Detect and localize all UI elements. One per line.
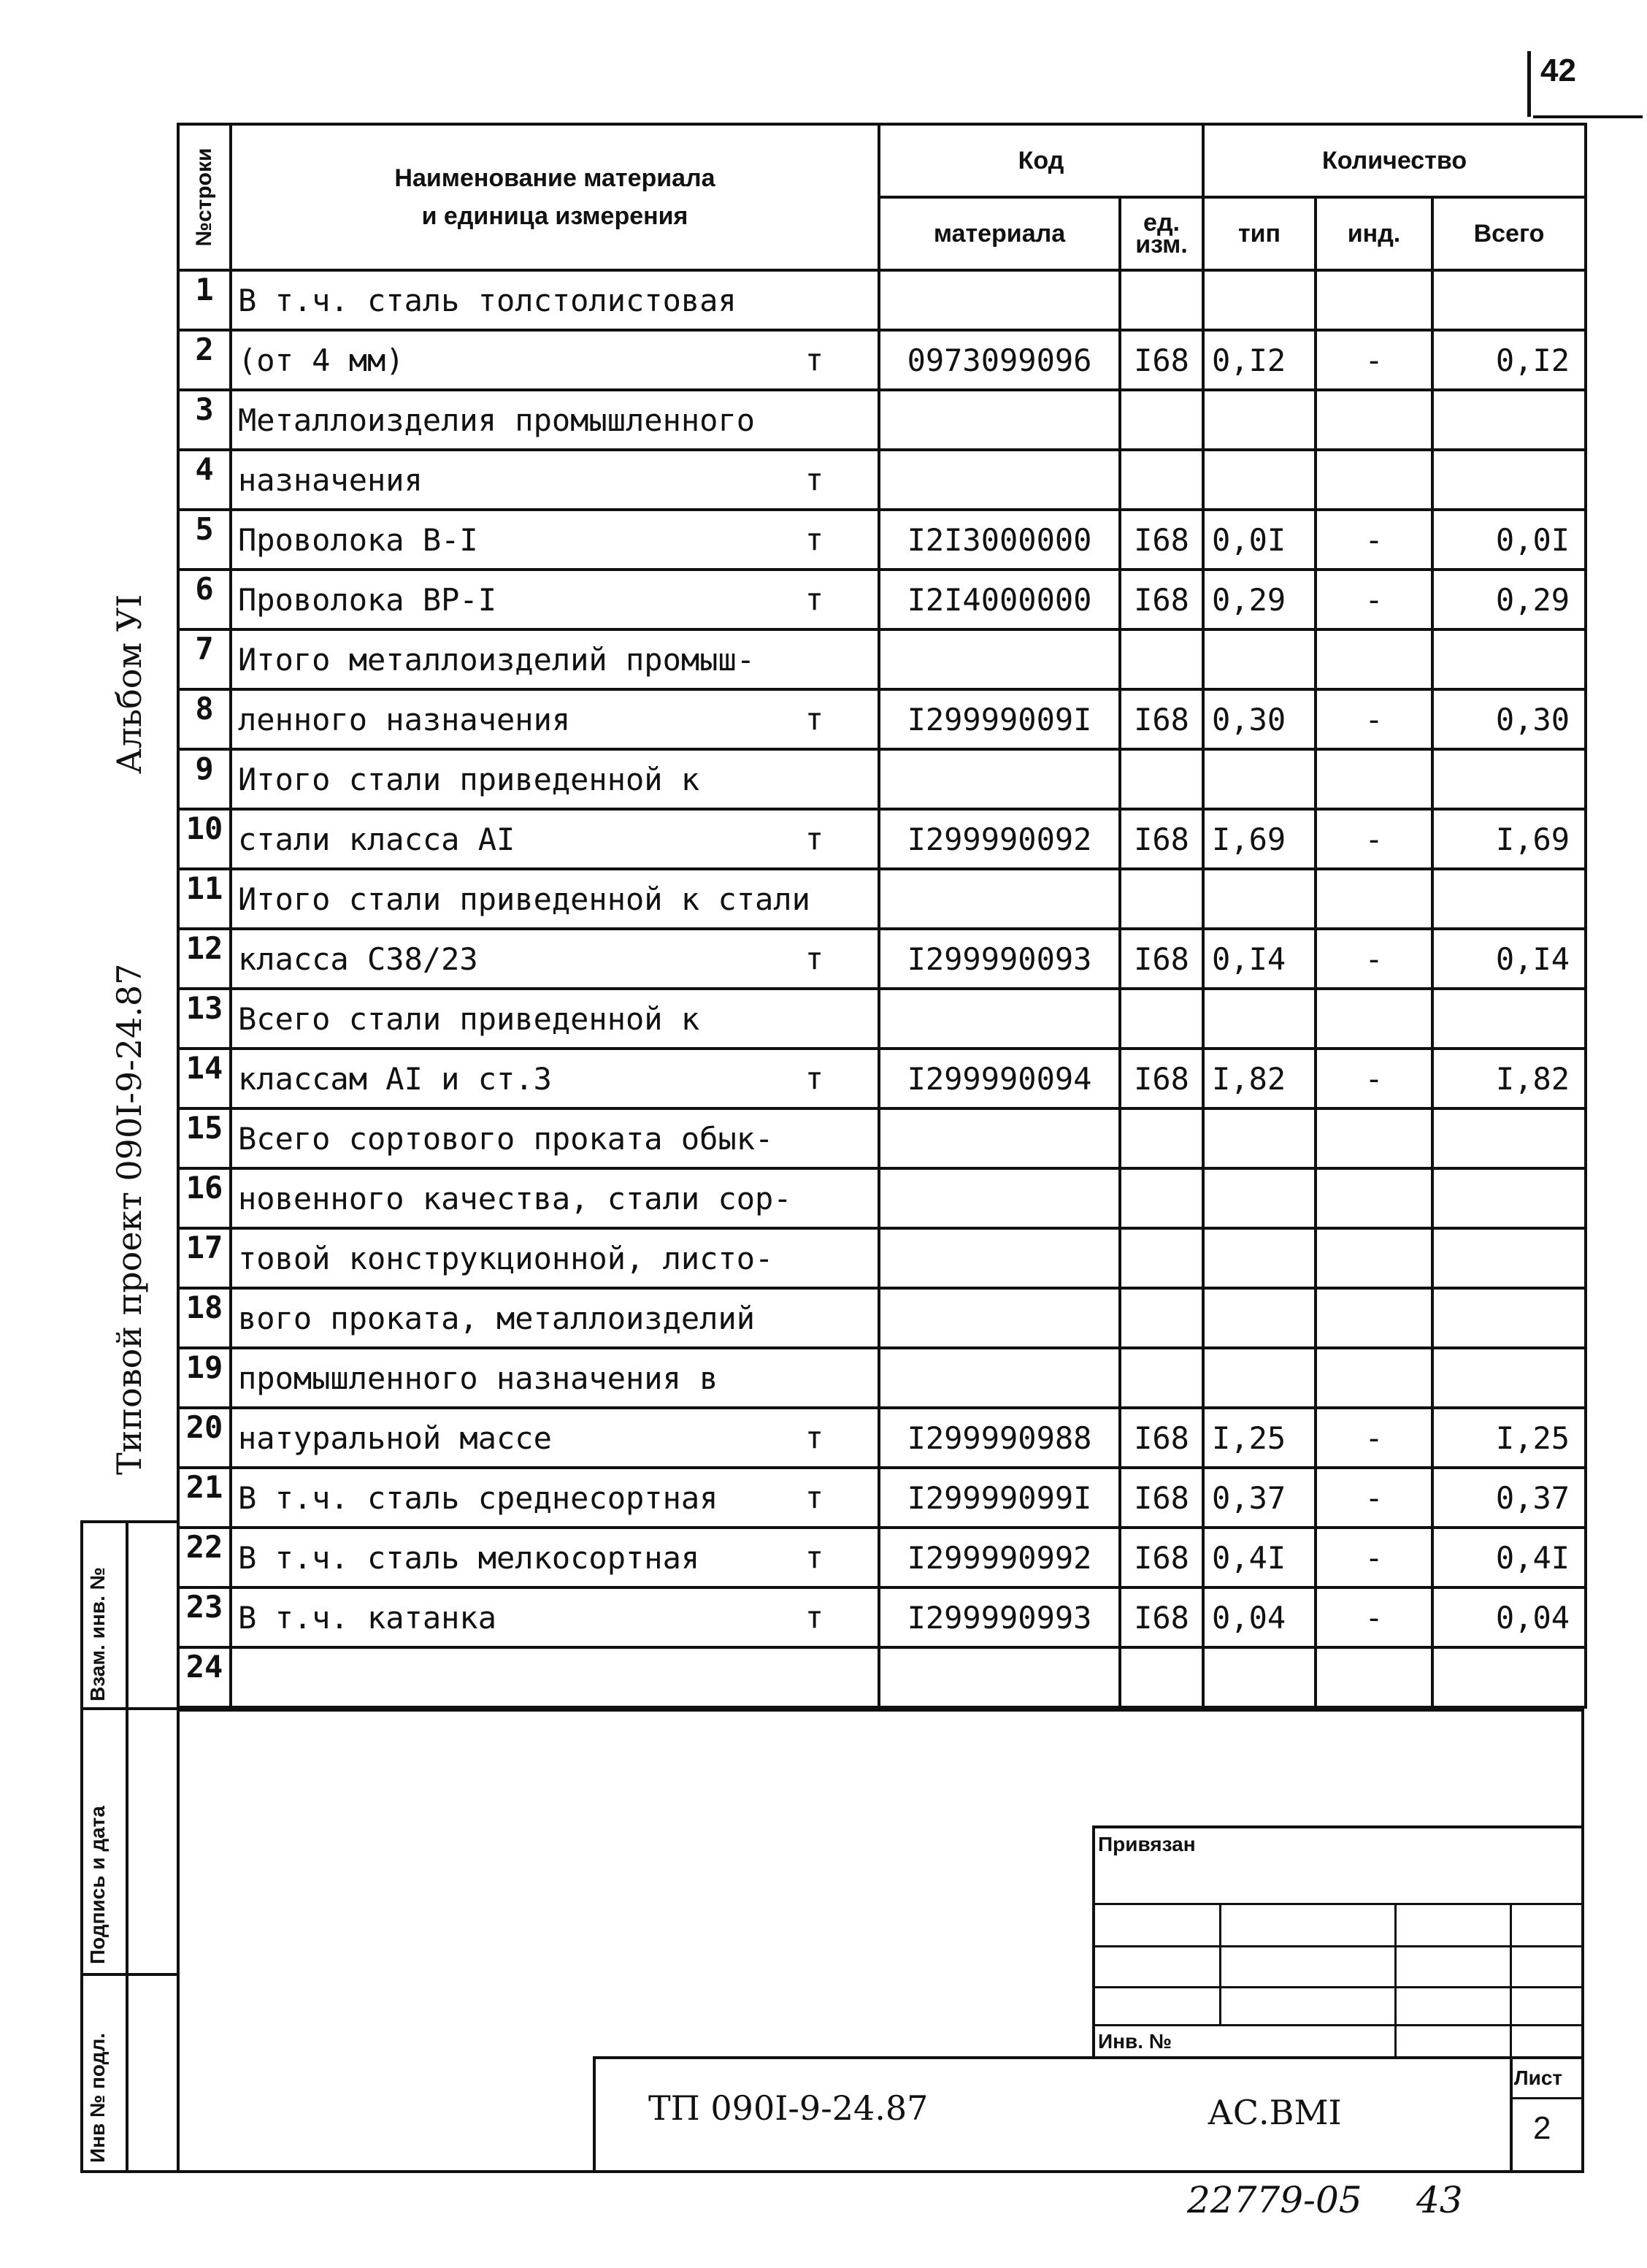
- row-number: 1: [178, 270, 231, 330]
- row-unit-code: [1120, 989, 1203, 1049]
- row-qty-ind: [1316, 1168, 1432, 1228]
- row-qty-total: 0,0I: [1432, 510, 1586, 570]
- header-code-material: материала: [879, 197, 1120, 270]
- row-unit-code: I68: [1120, 570, 1203, 629]
- row-qty-ind: -: [1316, 809, 1432, 869]
- header-code-group: Код: [879, 124, 1203, 197]
- row-name: [231, 450, 879, 510]
- row-number: 13: [178, 989, 231, 1049]
- row-name-text: Итого стали приведенной к стали: [238, 881, 810, 917]
- row-qty-type: 0,I4: [1203, 929, 1316, 989]
- row-code: [879, 1228, 1120, 1288]
- table-row: [178, 689, 1586, 749]
- row-qty-type: I,82: [1203, 1049, 1316, 1108]
- row-unit: т: [805, 521, 824, 558]
- table-row: [178, 1408, 1586, 1468]
- row-number: 19: [178, 1348, 231, 1408]
- row-unit-code: [1120, 1228, 1203, 1288]
- row-qty-total: I,25: [1432, 1408, 1586, 1468]
- row-name: [231, 809, 879, 869]
- table-row: [178, 809, 1586, 869]
- stamp-col-sep-1: [80, 1707, 180, 1710]
- row-name-text: стали класса АI: [238, 821, 515, 857]
- row-name: [231, 929, 879, 989]
- row-name-text: Итого стали приведенной к: [238, 761, 700, 797]
- row-unit: т: [805, 1539, 824, 1576]
- row-code: [879, 270, 1120, 330]
- row-qty-type: [1203, 869, 1316, 929]
- row-name: [231, 1348, 879, 1408]
- row-unit-code: I68: [1120, 1468, 1203, 1528]
- row-name-text: Проволока ВР-I: [238, 581, 497, 618]
- row-unit: т: [805, 940, 824, 977]
- row-qty-total: 0,37: [1432, 1468, 1586, 1528]
- row-code: [879, 1108, 1120, 1168]
- row-unit-code: [1120, 1288, 1203, 1348]
- row-code: [879, 989, 1120, 1049]
- row-unit: т: [805, 461, 824, 498]
- row-qty-type: [1203, 270, 1316, 330]
- row-code: I299990993: [879, 1587, 1120, 1647]
- row-name: [231, 1168, 879, 1228]
- table-row: [178, 629, 1586, 689]
- table-row: [178, 1348, 1586, 1408]
- row-number: 20: [178, 1408, 231, 1468]
- table-row: [178, 330, 1586, 390]
- row-code: [879, 1168, 1120, 1228]
- stamp-col-divider: [126, 1520, 128, 2173]
- row-name: [231, 1647, 879, 1707]
- row-name: [231, 1408, 879, 1468]
- row-unit-code: I68: [1120, 1528, 1203, 1587]
- row-qty-total: [1432, 989, 1586, 1049]
- row-name-text: класса С38/23: [238, 940, 478, 977]
- row-code: I29999099I: [879, 1468, 1120, 1528]
- row-name-text: классам АI и ст.3: [238, 1060, 552, 1097]
- row-name: [231, 1049, 879, 1108]
- title-block-top: [593, 2056, 1584, 2059]
- row-code: I299990988: [879, 1408, 1120, 1468]
- row-name: [231, 1587, 879, 1647]
- row-name-text: Всего сортового проката обык-: [238, 1120, 774, 1157]
- inv-no-label: Инв. №: [1098, 2030, 1172, 2053]
- row-qty-ind: [1316, 1108, 1432, 1168]
- row-qty-type: [1203, 1108, 1316, 1168]
- row-number: 16: [178, 1168, 231, 1228]
- row-code: I29999009I: [879, 689, 1120, 749]
- row-unit-code: [1120, 1647, 1203, 1707]
- row-qty-ind: [1316, 270, 1432, 330]
- row-code: I299990093: [879, 929, 1120, 989]
- row-name: [231, 1228, 879, 1288]
- table-row: [178, 1168, 1586, 1228]
- row-code: [879, 1647, 1120, 1707]
- row-number: 3: [178, 390, 231, 450]
- table-row: [178, 1647, 1586, 1707]
- row-unit: т: [805, 1479, 824, 1516]
- row-qty-total: [1432, 1228, 1586, 1288]
- row-qty-type: [1203, 629, 1316, 689]
- row-code: I2I3000000: [879, 510, 1120, 570]
- page-number: 42: [1540, 53, 1576, 88]
- row-name-text: Металлоизделия промышленного: [238, 402, 756, 438]
- row-unit: т: [805, 1599, 824, 1636]
- row-name-text: вого проката, металлоизделий: [238, 1300, 756, 1336]
- row-qty-total: 0,30: [1432, 689, 1586, 749]
- row-code: [879, 629, 1120, 689]
- row-unit: т: [805, 342, 824, 378]
- row-qty-ind: [1316, 390, 1432, 450]
- row-qty-total: I,82: [1432, 1049, 1586, 1108]
- row-qty-ind: [1316, 869, 1432, 929]
- handwritten-inventory: 22779-05: [1187, 2179, 1362, 2221]
- row-name-text: натуральной массе: [238, 1420, 552, 1456]
- row-qty-ind: [1316, 1348, 1432, 1408]
- header-qty-total: Всего: [1432, 197, 1586, 270]
- row-qty-ind: -: [1316, 570, 1432, 629]
- row-qty-ind: [1316, 1228, 1432, 1288]
- row-qty-type: [1203, 1228, 1316, 1288]
- row-unit: т: [805, 581, 824, 618]
- row-qty-type: 0,30: [1203, 689, 1316, 749]
- row-number: 24: [178, 1647, 231, 1707]
- table-row: [178, 1108, 1586, 1168]
- row-unit-code: I68: [1120, 510, 1203, 570]
- row-qty-total: 0,04: [1432, 1587, 1586, 1647]
- row-qty-type: [1203, 1288, 1316, 1348]
- row-qty-ind: [1316, 989, 1432, 1049]
- row-unit-code: I68: [1120, 1408, 1203, 1468]
- row-unit: т: [805, 1420, 824, 1456]
- row-unit-code: [1120, 629, 1203, 689]
- row-unit-code: I68: [1120, 330, 1203, 390]
- privyazan-top: [1092, 1825, 1584, 1828]
- row-number: 4: [178, 450, 231, 510]
- table-row: [178, 929, 1586, 989]
- row-code: I299990094: [879, 1049, 1120, 1108]
- row-number: 17: [178, 1228, 231, 1288]
- row-qty-total: [1432, 1647, 1586, 1707]
- row-name: [231, 989, 879, 1049]
- row-code: [879, 1288, 1120, 1348]
- row-name-text: промышленного назначения в: [238, 1360, 718, 1396]
- row-qty-ind: -: [1316, 1587, 1432, 1647]
- header-name: Наименование материала и единица измерения: [231, 124, 879, 270]
- table-row: [178, 1228, 1586, 1288]
- row-name: [231, 1108, 879, 1168]
- row-number: 6: [178, 570, 231, 629]
- table-row: [178, 450, 1586, 510]
- row-name: [231, 749, 879, 809]
- row-qty-total: [1432, 1168, 1586, 1228]
- table-row: [178, 1528, 1586, 1587]
- row-qty-type: [1203, 749, 1316, 809]
- row-qty-total: 0,I4: [1432, 929, 1586, 989]
- sheet-box-divider: [1510, 2097, 1584, 2099]
- row-code: [879, 869, 1120, 929]
- table-row: [178, 1049, 1586, 1108]
- stamp-frame-top: [177, 1709, 1584, 1712]
- row-name-text: Проволока В-I: [238, 521, 478, 558]
- row-qty-type: 0,29: [1203, 570, 1316, 629]
- row-unit-code: I68: [1120, 1049, 1203, 1108]
- row-qty-total: 0,I2: [1432, 330, 1586, 390]
- row-code: [879, 749, 1120, 809]
- row-qty-ind: [1316, 450, 1432, 510]
- row-name: [231, 689, 879, 749]
- row-name-text: новенного качества, стали сор-: [238, 1180, 792, 1217]
- row-name-text: назначения: [238, 461, 423, 498]
- row-qty-total: 0,4I: [1432, 1528, 1586, 1587]
- row-qty-type: [1203, 1348, 1316, 1408]
- page-number-rule: [1527, 51, 1531, 117]
- table-row: [178, 570, 1586, 629]
- table-row: [178, 869, 1586, 929]
- row-qty-type: 0,4I: [1203, 1528, 1316, 1587]
- stamp-col-sep-2: [80, 1973, 180, 1976]
- stamp-inv-podl: Инв № подл.: [86, 2032, 109, 2163]
- row-number: 7: [178, 629, 231, 689]
- row-name-text: Итого металлоизделий промыш-: [238, 641, 756, 678]
- privyazan-col-1: [1219, 1903, 1221, 2024]
- row-qty-ind: -: [1316, 1408, 1432, 1468]
- privyazan-col-2: [1394, 1903, 1397, 2059]
- row-name: [231, 330, 879, 390]
- row-code: [879, 450, 1120, 510]
- row-unit-code: I68: [1120, 809, 1203, 869]
- title-block-left: [593, 2056, 596, 2173]
- row-unit-code: I68: [1120, 929, 1203, 989]
- row-unit-code: I68: [1120, 1587, 1203, 1647]
- row-qty-ind: -: [1316, 1049, 1432, 1108]
- row-qty-total: [1432, 1288, 1586, 1348]
- row-qty-total: [1432, 1108, 1586, 1168]
- header-code-unit: ед. изм.: [1120, 197, 1203, 270]
- row-name-text: (от 4 мм): [238, 342, 404, 378]
- row-code: I299990992: [879, 1528, 1120, 1587]
- stamp-frame-left: [80, 1520, 83, 2173]
- table-row: [178, 390, 1586, 450]
- row-name: [231, 570, 879, 629]
- row-name: [231, 629, 879, 689]
- row-number: 8: [178, 689, 231, 749]
- sheet-box-left: [1510, 2056, 1513, 2173]
- doc-code: ТП 090I-9-24.87: [648, 2088, 929, 2128]
- stamp-col-top: [80, 1520, 180, 1523]
- row-qty-total: [1432, 1348, 1586, 1408]
- stamp-frame-right: [1581, 1709, 1584, 2173]
- row-name-text: ленного назначения: [238, 701, 571, 738]
- album-caption: Альбом УI: [110, 594, 149, 774]
- privyazan-label: Привязан: [1098, 1833, 1196, 1855]
- privyazan-col-3: [1510, 1903, 1512, 2059]
- row-number: 10: [178, 809, 231, 869]
- row-qty-total: [1432, 450, 1586, 510]
- row-name: [231, 1288, 879, 1348]
- sheet-label: Лист: [1514, 2066, 1563, 2089]
- row-code: [879, 1348, 1120, 1408]
- row-name: [231, 1528, 879, 1587]
- table-row: [178, 270, 1586, 330]
- row-unit-code: [1120, 270, 1203, 330]
- row-name: [231, 270, 879, 330]
- row-unit-code: [1120, 749, 1203, 809]
- row-qty-type: [1203, 390, 1316, 450]
- header-rownum: №строки: [178, 124, 231, 270]
- stamp-podpis: Подпись и дата: [86, 1806, 109, 1964]
- row-name-text: В т.ч. сталь толстолистовая: [238, 282, 737, 318]
- row-number: 21: [178, 1468, 231, 1528]
- row-qty-total: 0,29: [1432, 570, 1586, 629]
- row-qty-ind: -: [1316, 1468, 1432, 1528]
- row-number: 12: [178, 929, 231, 989]
- project-caption: Типовой проект 090I-9-24.87: [110, 963, 149, 1475]
- row-qty-type: I,69: [1203, 809, 1316, 869]
- row-number: 11: [178, 869, 231, 929]
- row-unit: т: [805, 701, 824, 738]
- row-code: [879, 390, 1120, 450]
- row-qty-type: [1203, 1168, 1316, 1228]
- row-qty-ind: -: [1316, 929, 1432, 989]
- row-unit: т: [805, 1060, 824, 1097]
- row-name-text: В т.ч. сталь среднесортная: [238, 1479, 718, 1516]
- materials-table: [177, 123, 1587, 1709]
- stamp-frame-bottom: [80, 2170, 1584, 2173]
- row-unit-code: [1120, 450, 1203, 510]
- table-row: [178, 749, 1586, 809]
- row-qty-total: [1432, 270, 1586, 330]
- stamp-vzam: Взам. инв. №: [86, 1567, 109, 1701]
- header-qty-type: тип: [1203, 197, 1316, 270]
- row-unit-code: [1120, 1108, 1203, 1168]
- row-qty-type: [1203, 1647, 1316, 1707]
- row-name-text: Всего стали приведенной к: [238, 1000, 700, 1037]
- doc-mark: АС.ВМI: [1208, 2093, 1342, 2132]
- row-qty-type: [1203, 989, 1316, 1049]
- row-qty-ind: [1316, 629, 1432, 689]
- row-number: 5: [178, 510, 231, 570]
- row-qty-total: [1432, 629, 1586, 689]
- row-number: 23: [178, 1587, 231, 1647]
- row-name-text: товой конструкционной, листо-: [238, 1240, 774, 1276]
- row-name-text: В т.ч. сталь мелкосортная: [238, 1539, 700, 1576]
- row-unit-code: [1120, 1348, 1203, 1408]
- row-qty-type: 0,0I: [1203, 510, 1316, 570]
- row-qty-ind: [1316, 1288, 1432, 1348]
- stamp-inner-left: [177, 1709, 180, 2173]
- row-qty-ind: -: [1316, 1528, 1432, 1587]
- table-row: [178, 1288, 1586, 1348]
- row-name: [231, 510, 879, 570]
- row-qty-type: [1203, 450, 1316, 510]
- row-number: 2: [178, 330, 231, 390]
- row-qty-ind: -: [1316, 510, 1432, 570]
- handwritten-sheet: 43: [1416, 2179, 1463, 2221]
- row-qty-ind: [1316, 1647, 1432, 1707]
- row-unit-code: [1120, 390, 1203, 450]
- row-number: 14: [178, 1049, 231, 1108]
- row-code: 0973099096: [879, 330, 1120, 390]
- row-number: 22: [178, 1528, 231, 1587]
- top-rule: [1533, 115, 1643, 118]
- row-code: I2I4000000: [879, 570, 1120, 629]
- table-row: [178, 510, 1586, 570]
- row-name: [231, 390, 879, 450]
- row-unit-code: [1120, 1168, 1203, 1228]
- row-number: 18: [178, 1288, 231, 1348]
- row-qty-type: 0,I2: [1203, 330, 1316, 390]
- row-number: 9: [178, 749, 231, 809]
- row-qty-type: I,25: [1203, 1408, 1316, 1468]
- row-name: [231, 869, 879, 929]
- row-unit-code: I68: [1120, 689, 1203, 749]
- row-qty-type: 0,37: [1203, 1468, 1316, 1528]
- row-qty-total: I,69: [1432, 809, 1586, 869]
- header-qty-ind: инд.: [1316, 197, 1432, 270]
- row-qty-ind: [1316, 749, 1432, 809]
- table-row: [178, 1468, 1586, 1528]
- row-code: I299990092: [879, 809, 1120, 869]
- row-name-text: В т.ч. катанка: [238, 1599, 497, 1636]
- row-number: 15: [178, 1108, 231, 1168]
- row-qty-total: [1432, 749, 1586, 809]
- table-row: [178, 989, 1586, 1049]
- row-qty-ind: -: [1316, 689, 1432, 749]
- table-row: [178, 1587, 1586, 1647]
- row-qty-ind: -: [1316, 330, 1432, 390]
- row-qty-total: [1432, 869, 1586, 929]
- header-qty-group: Количество: [1203, 124, 1586, 197]
- row-qty-total: [1432, 390, 1586, 450]
- row-unit: т: [805, 821, 824, 857]
- row-name: [231, 1468, 879, 1528]
- row-qty-type: 0,04: [1203, 1587, 1316, 1647]
- row-unit-code: [1120, 869, 1203, 929]
- sheet-number: 2: [1533, 2110, 1551, 2146]
